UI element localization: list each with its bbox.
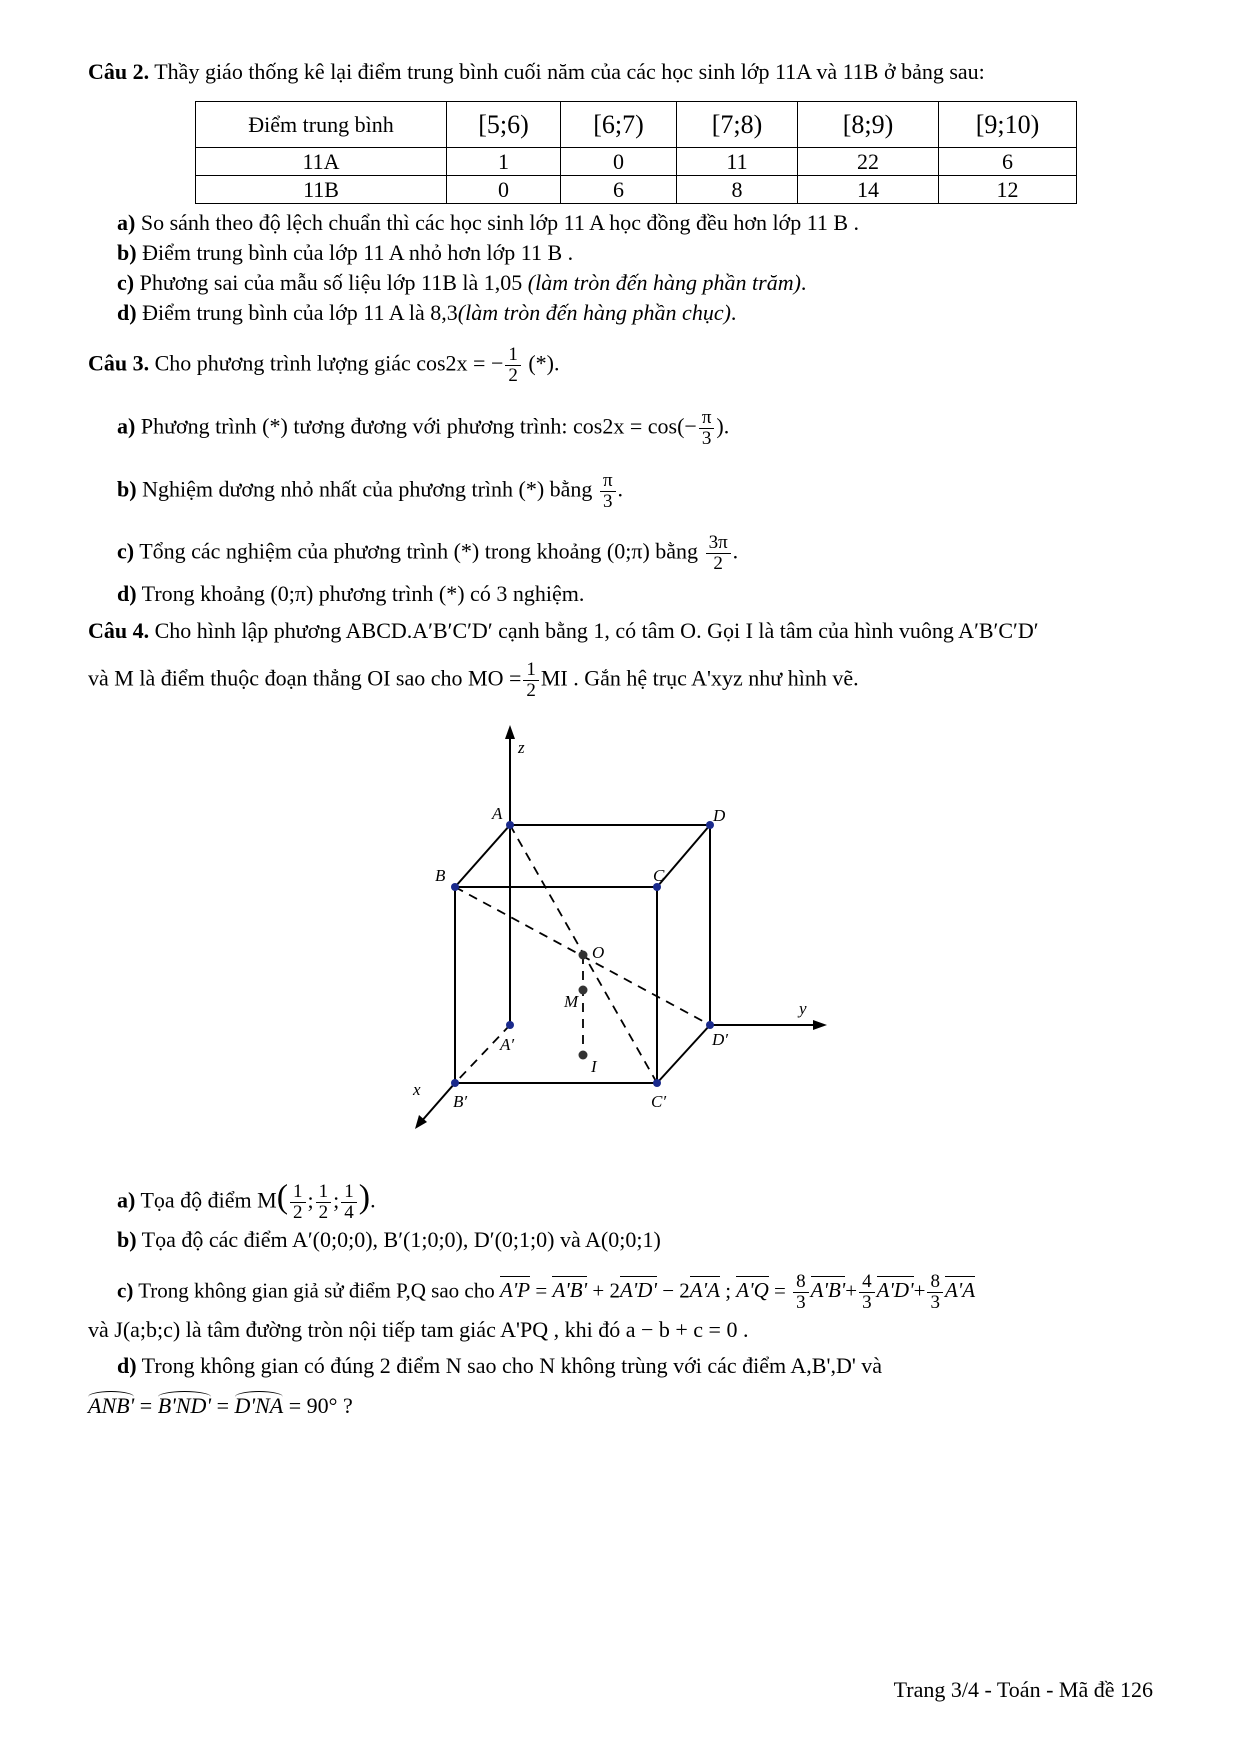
option-end: . [800,270,807,295]
label-O: O [592,943,605,962]
operator: = [768,1278,792,1303]
table-cell: 22 [798,148,939,176]
q2a-line [117,209,859,237]
label-I: I [591,1057,597,1076]
point-M [579,986,588,995]
point-A1 [506,1021,514,1029]
q3c-line [117,533,738,574]
fraction-denominator: 4 [344,1202,354,1223]
point-C1 [653,1079,661,1087]
fraction-numerator: 1 [341,1182,357,1203]
option-label: b) [117,240,137,265]
option-tail: = 90° ? [283,1393,353,1418]
fraction [316,1182,332,1223]
option-end: . [730,300,737,325]
table-cell: 8 [677,176,798,204]
q4-label: Câu 4. [88,618,150,643]
q3d-line [117,580,584,608]
option-label: c) [117,1278,134,1303]
option-tail: . [732,538,739,564]
label-x: x [413,1080,421,1099]
label-B1: B′ [453,1092,468,1111]
option-text: So sánh theo độ lệch chuẩn thì các học sinh lớp 11 A học đồng đều hơn lớp 11 B . [140,210,860,235]
x-axis [420,1083,455,1123]
table-row [196,148,1077,176]
q2-text: Thầy giáo thống kê lại điểm trung bình cuối năm của các học sinh lớp 11A và 11B ở bảng sau: [154,59,985,84]
q3-text: Cho phương trình lượng giác cos2x = − [154,350,504,376]
angle: D'NA [234,1393,284,1418]
table-header-cell: [9;10) [939,102,1077,148]
operator: − 2 [656,1278,690,1303]
edge-C1D1 [657,1025,710,1083]
option-text: Điểm trung bình của lớp 11 A nhỏ hơn lớp 11 B . [142,240,574,265]
angle: B'ND' [157,1393,212,1418]
table-cell: 11A [196,148,447,176]
fraction [793,1272,809,1313]
page-footer: Trang 3/4 - Toán - Mã đề 126 [893,1677,1153,1702]
q4d-line1 [117,1352,882,1380]
option-text: Trong không gian có đúng 2 điểm N sao cho N không trùng với các điểm A,B',D' và [141,1353,883,1378]
option-text: Tọa độ điểm M [140,1187,277,1213]
option-label: b) [117,1227,137,1252]
label-C: C [653,866,665,885]
fraction [699,408,715,449]
vector: A'P [499,1278,531,1303]
q3-line [88,345,560,386]
option-text: và J(a;b;c) là tâm đường tròn nội tiếp tam giác A'PQ , khi đó a − b + c = 0 . [88,1317,749,1342]
fraction-numerator: 3π [706,533,731,554]
vector: A'D' [619,1278,657,1303]
fraction [290,1182,306,1223]
operator: + 2 [587,1278,620,1303]
option-note: (làm tròn đến hàng phần chục) [457,300,731,325]
option-label: c) [117,538,135,564]
q2c-line [117,269,806,297]
table-header-cell: [7;8) [677,102,798,148]
label-A1: A′ [500,1035,515,1054]
q4d-line2: ANB' = B'ND' = D'NA = 90° ? [88,1393,353,1418]
fraction-denominator: 3 [796,1292,806,1313]
point-B1 [451,1079,459,1087]
q2d-line [117,299,736,327]
fraction-denominator: 2 [508,365,518,386]
table-cell: 12 [939,176,1077,204]
fraction-numerator: 1 [316,1182,332,1203]
q4c-line2 [88,1316,748,1344]
fraction-denominator: 2 [526,680,536,701]
table-cell: 0 [447,176,561,204]
option-label: d) [117,581,137,606]
label-B: B [435,866,446,885]
y-axis-arrow [813,1020,827,1030]
fraction [505,345,521,386]
option-label: a) [117,1187,136,1213]
q4a-line: a) Tọa độ điểm M( $\frac{1}{2}$ ; $\frac{1}{2}$ ; $\frac{1}{4}$ ). [117,1178,376,1223]
operator: ; [719,1278,737,1303]
fraction-numerator: 1 [523,660,539,681]
point-B [451,883,459,891]
table-cell: 11B [196,176,447,204]
option-label: a) [117,413,136,439]
table-cell: 6 [561,176,677,204]
edge-AB [455,825,510,887]
fraction-denominator: 3 [930,1292,940,1313]
q2-line [88,58,985,86]
fraction-numerator: 1 [505,345,521,366]
option-tail: ). [716,413,730,439]
fraction-denominator: 3 [701,428,712,449]
fraction-numerator: 8 [927,1272,943,1293]
table-cell: 0 [561,148,677,176]
score-table [195,101,1077,204]
table-cell: 6 [939,148,1077,176]
point-O [579,951,588,960]
table-header-cell: [6;7) [561,102,677,148]
operator: = [530,1278,553,1303]
option-text: Điểm trung bình của lớp 11 A là 8,3 [142,300,458,325]
q4-line2 [88,660,859,701]
option-tail: . [617,476,624,502]
label-D: D [713,806,726,825]
q4-text: Cho hình lập phương ABCD.A′B′C′D′ cạnh bằng 1, có tâm O. Gọi I là tâm của hình vuông A′B′C′D′ [154,618,1039,643]
q4-text: và M là điểm thuộc đoạn thẳng OI sao cho MO = [88,665,522,691]
label-C1: C′ [651,1092,667,1111]
fraction-denominator: 2 [318,1202,329,1223]
point-D1 [706,1021,714,1029]
fraction-numerator: π [600,471,616,492]
fraction [706,533,731,574]
option-label: b) [117,476,137,502]
label-y: y [799,999,807,1018]
table-cell: 11 [677,148,798,176]
option-text: Tổng các nghiệm của phương trình (*) trong khoảng (0;π) bằng [139,538,704,564]
option-note: (làm tròn đến hàng phần trăm) [527,270,801,295]
fraction [523,660,539,701]
vector: A'D' [876,1278,914,1303]
edge-A1B1-hidden [455,1025,510,1083]
table-header-cell: [8;9) [798,102,939,148]
fraction-denominator: 2 [713,553,723,574]
fraction [600,471,616,512]
vector: A'A [944,1278,976,1303]
fraction [927,1272,943,1313]
q4b-line [117,1226,661,1254]
label-A: A [492,804,503,823]
option-text: Phương trình (*) tương đương với phương trình: cos2x = cos(− [140,413,697,439]
table-row [196,176,1077,204]
cube-figure [395,725,835,1145]
point-I [579,1051,588,1060]
fraction-numerator: 4 [859,1272,875,1293]
q3b-line [117,471,623,512]
q2-label: Câu 2. [88,59,150,84]
option-label: d) [117,1353,137,1378]
q4-text: MI . Gắn hệ trục A'xyz như hình vẽ. [540,665,859,691]
label-D1: D′ [712,1030,728,1049]
fraction [859,1272,875,1313]
table-header-row [196,102,1077,148]
label-M: M [564,992,579,1011]
table-cell: 1 [447,148,561,176]
option-text: Trong khoảng (0;π) phương trình (*) có 3 nghiệm. [141,581,585,606]
fraction-denominator: 3 [862,1292,872,1313]
fraction-numerator: 8 [793,1272,809,1293]
table-cell: 14 [798,176,939,204]
option-text: Trong không gian giả sử điểm P,Q sao cho [138,1278,500,1303]
option-text: Phương sai của mẫu số liệu lớp 11B là 1,05 [139,270,528,295]
fraction-numerator: 1 [290,1182,306,1203]
z-axis-arrow [505,725,515,739]
point-A [506,821,514,829]
option-label: c) [117,270,135,295]
q3-tail: (*). [522,350,560,376]
option-label: a) [117,210,136,235]
vector: A'B' [810,1278,846,1303]
fraction-denominator: 2 [293,1202,303,1223]
q4c-line1: c) Trong không gian giả sử điểm P,Q sao cho A'P = A'B' + 2A'D' − 2A'A ; A'Q = $\frac{8}{3}$ A'B'+ $\frac{4}{3}$ A'D'+ $\frac{8}{3}$ A'A [117,1271,976,1313]
option-text: Nghiệm dương nhỏ nhất của phương trình (*) bằng [142,476,598,502]
vector: A'Q [736,1278,769,1303]
edge-DC [657,825,710,887]
option-text: Tọa độ các điểm A′(0;0;0), B′(1;0;0), D′(0;1;0) và A(0;0;1) [141,1227,661,1252]
fraction-numerator: π [699,408,715,429]
q4-line1 [88,617,1039,645]
table-header-cell: Điểm trung bình [196,102,447,148]
fraction [341,1182,357,1223]
q3-label: Câu 3. [88,350,150,376]
angle: ANB' [88,1393,135,1418]
fraction-denominator: 3 [602,491,613,512]
option-label: d) [117,300,137,325]
table-header-cell: [5;6) [447,102,561,148]
q3a-line [117,408,729,449]
q2b-line [117,239,573,267]
label-z: z [518,738,525,757]
vector: A'A [689,1278,720,1303]
vector: A'B' [552,1278,588,1303]
